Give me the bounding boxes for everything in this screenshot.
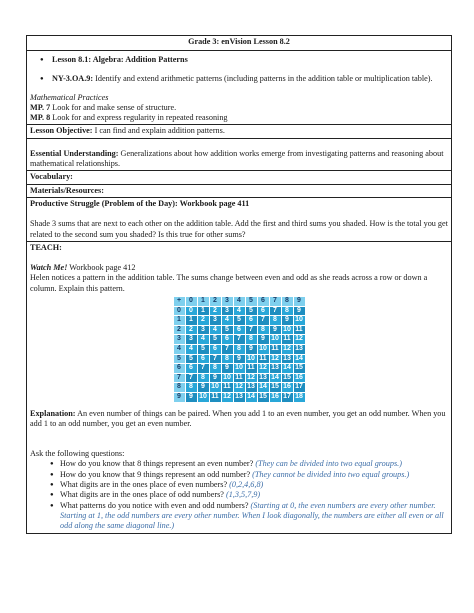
- addition-table-header-cell: 1: [197, 297, 209, 307]
- addition-table-cell: 17: [293, 383, 305, 393]
- addition-table-header-cell: 8: [281, 297, 293, 307]
- addition-table-cell: 14: [281, 364, 293, 374]
- essential-understanding: [27, 139, 451, 172]
- page-title: Grade 3: enVision Lesson 8.2: [27, 36, 451, 51]
- addition-table-cell: 9: [245, 345, 257, 355]
- addition-table-cell: 4: [221, 316, 233, 326]
- addition-table-cell: 12: [233, 383, 245, 393]
- question-item: [30, 490, 448, 500]
- addition-table-cell: 16: [269, 392, 281, 402]
- question-item: [30, 459, 448, 469]
- addition-table-cell: 8: [245, 335, 257, 345]
- addition-table-cell: 13: [257, 373, 269, 383]
- lesson-label: ● Lesson 8.1: Algebra: Addition Patterns: [30, 55, 448, 65]
- addition-table-cell: 9: [185, 392, 197, 402]
- addition-table-cell: 14: [293, 354, 305, 364]
- addition-table-cell: 5: [245, 306, 257, 316]
- addition-table-cell: 10: [197, 392, 209, 402]
- addition-table-row-header: 7: [173, 373, 185, 383]
- addition-table-header-cell: 6: [257, 297, 269, 307]
- question-answer: (Starting at 0, the even numbers are every other number. Starting at 1, the odd numbers are every other number. When I look diagonally, the numbers are either all even or all odd along the same diagonal line.): [60, 500, 444, 531]
- addition-table-cell: 9: [257, 335, 269, 345]
- addition-table-cell: 14: [269, 373, 281, 383]
- addition-table-cell: 11: [245, 364, 257, 374]
- understanding-text: Generalizations about how addition works emerge from investigating patterns and reasoning about mathematical relationships.: [30, 148, 444, 169]
- addition-table-row-header: 9: [173, 392, 185, 402]
- addition-table-cell: 9: [281, 316, 293, 326]
- teach-label: TEACH:: [30, 242, 62, 252]
- addition-table-cell: 6: [245, 316, 257, 326]
- explanation: [30, 409, 448, 430]
- standard-item: [30, 74, 448, 84]
- question-text: How do you know that 8 things represent an even number?: [60, 459, 256, 469]
- addition-table-cell: 15: [293, 364, 305, 374]
- addition-table-cell: 10: [281, 325, 293, 335]
- materials: Materials/Resources:: [27, 185, 451, 198]
- addition-table-cell: 12: [293, 335, 305, 345]
- addition-table-cell: 9: [209, 373, 221, 383]
- addition-table-header-cell: 2: [209, 297, 221, 307]
- question-item: [30, 501, 448, 532]
- addition-table-cell: 12: [257, 364, 269, 374]
- explanation-label: Explanation:: [30, 408, 76, 418]
- question-item: [30, 470, 448, 480]
- addition-table-cell: 10: [221, 373, 233, 383]
- addition-table-row-header: 8: [173, 383, 185, 393]
- addition-table-row: [173, 306, 305, 316]
- addition-table-cell: 16: [281, 383, 293, 393]
- addition-table-cell: 15: [269, 383, 281, 393]
- addition-table-row: [173, 335, 305, 345]
- practice-mp8: MP. 8 Look for and express regularity in repeated reasoning: [30, 113, 228, 123]
- watch-text: Helen notices a pattern in the addition table. The sums change between even and odd as she reads across a row or down a column. Explain this pattern.: [30, 273, 428, 293]
- addition-table-cell: 11: [257, 354, 269, 364]
- addition-table-row: [173, 383, 305, 393]
- addition-table-cell: 5: [221, 325, 233, 335]
- addition-table-cell: 11: [293, 325, 305, 335]
- addition-table-cell: 3: [197, 325, 209, 335]
- addition-table-cell: 9: [293, 306, 305, 316]
- teach-section: [27, 242, 451, 533]
- addition-table-cell: 1: [185, 316, 197, 326]
- watch-label: Watch Me!: [30, 263, 68, 273]
- addition-table-cell: 13: [245, 383, 257, 393]
- addition-table-row-header: 4: [173, 345, 185, 355]
- addition-table-header-row: [173, 297, 305, 307]
- addition-table-cell: 9: [221, 364, 233, 374]
- addition-table-header-cell: +: [173, 297, 185, 307]
- addition-table-cell: 11: [209, 392, 221, 402]
- addition-table-cell: 7: [233, 335, 245, 345]
- addition-table-header-cell: 3: [221, 297, 233, 307]
- watch-me: [30, 263, 448, 273]
- addition-table-cell: 5: [185, 354, 197, 364]
- addition-table-cell: 10: [257, 345, 269, 355]
- addition-table-cell: 0: [185, 306, 197, 316]
- addition-table-cell: 8: [257, 325, 269, 335]
- vocabulary: Vocabulary:: [27, 171, 451, 184]
- addition-table-cell: 15: [281, 373, 293, 383]
- struggle-text: Shade 3 sums that are next to each other on the addition table. Add the first and third sums you shaded. How is the total you get related to the second sum you shaded? Is this true for other sums?: [30, 219, 448, 239]
- practices-label: Mathematical Practices: [30, 92, 109, 102]
- addition-table-cell: 10: [293, 316, 305, 326]
- addition-table-cell: 8: [185, 383, 197, 393]
- question-text: What patterns do you notice with even and odd numbers?: [60, 500, 251, 510]
- addition-table-cell: 12: [269, 354, 281, 364]
- addition-table-row: [173, 354, 305, 364]
- addition-table-row-header: 0: [173, 306, 185, 316]
- addition-table-cell: 13: [293, 345, 305, 355]
- productive-struggle: [27, 198, 451, 242]
- addition-table-cell: 8: [197, 373, 209, 383]
- question-item: [30, 480, 448, 490]
- understanding-label: Essential Understanding:: [30, 148, 119, 158]
- addition-table-cell: 7: [197, 364, 209, 374]
- addition-table: [173, 296, 306, 403]
- standard-text: Identify and extend arithmetic patterns (including patterns in the addition table or multiplication table).: [93, 74, 433, 84]
- addition-table-cell: 6: [209, 345, 221, 355]
- question-answer: (They cannot be divided into two equal groups.): [252, 469, 410, 479]
- addition-table-row: [173, 345, 305, 355]
- addition-table-cell: 11: [281, 335, 293, 345]
- addition-table-cell: 18: [293, 392, 305, 402]
- addition-table-cell: 13: [233, 392, 245, 402]
- question-answer: (0,2,4,6,8): [229, 480, 264, 490]
- lesson-plan: [26, 35, 452, 534]
- addition-table-cell: 11: [233, 373, 245, 383]
- addition-table-cell: 10: [233, 364, 245, 374]
- practice-mp7: MP. 7 Look for and make sense of structure.: [30, 102, 177, 112]
- addition-table-header-cell: 7: [269, 297, 281, 307]
- lesson-header: [27, 51, 451, 125]
- addition-table-row: [173, 392, 305, 402]
- watch-page: Workbook page 412: [67, 263, 136, 273]
- addition-table-header-cell: 9: [293, 297, 305, 307]
- addition-table-cell: 13: [281, 354, 293, 364]
- addition-table-cell: 3: [209, 316, 221, 326]
- addition-table-row-header: 5: [173, 354, 185, 364]
- objective-text: I can find and explain addition patterns.: [92, 126, 225, 136]
- addition-table-cell: 14: [257, 383, 269, 393]
- addition-table-cell: 4: [209, 325, 221, 335]
- addition-table-row-header: 2: [173, 325, 185, 335]
- addition-table-cell: 1: [197, 306, 209, 316]
- addition-table-cell: 5: [233, 316, 245, 326]
- addition-table-cell: 4: [197, 335, 209, 345]
- addition-table-cell: 11: [221, 383, 233, 393]
- addition-table-cell: 3: [185, 335, 197, 345]
- addition-table-cell: 7: [269, 306, 281, 316]
- addition-table-cell: 9: [269, 325, 281, 335]
- addition-table-cell: 17: [281, 392, 293, 402]
- question-text: What digits are in the ones place of even numbers?: [60, 480, 230, 490]
- addition-table-cell: 4: [185, 345, 197, 355]
- addition-table-cell: 6: [257, 306, 269, 316]
- addition-table-cell: 2: [197, 316, 209, 326]
- addition-table-cell: 9: [197, 383, 209, 393]
- question-list: [30, 459, 448, 531]
- addition-table-cell: 8: [281, 306, 293, 316]
- addition-table-cell: 5: [209, 335, 221, 345]
- addition-table-cell: 6: [233, 325, 245, 335]
- addition-table-row-header: 1: [173, 316, 185, 326]
- struggle-label: Productive Struggle (Problem of the Day): Workbook page 411: [30, 198, 250, 208]
- addition-table-cell: 6: [185, 364, 197, 374]
- ask-label: Ask the following questions:: [30, 449, 125, 459]
- addition-table-cell: 6: [197, 354, 209, 364]
- addition-table-row: [173, 325, 305, 335]
- addition-table-cell: 7: [185, 373, 197, 383]
- objective-label: Lesson Objective:: [30, 126, 93, 136]
- header-list: [30, 55, 448, 85]
- addition-table-cell: 10: [209, 383, 221, 393]
- addition-table-cell: 8: [269, 316, 281, 326]
- addition-table-cell: 7: [209, 354, 221, 364]
- addition-table-row: [173, 316, 305, 326]
- addition-table-cell: 7: [221, 345, 233, 355]
- addition-table-cell: 12: [281, 345, 293, 355]
- addition-table-row-header: 6: [173, 364, 185, 374]
- addition-table-row-header: 3: [173, 335, 185, 345]
- addition-table-cell: 5: [197, 345, 209, 355]
- explanation-text: An even number of things can be paired. When you add 1 to an even number, you get an odd number. When you add 1 to an odd number, you get an even number.: [30, 408, 446, 428]
- question-text: What digits are in the ones place of odd numbers?: [60, 490, 226, 500]
- addition-table-cell: 7: [257, 316, 269, 326]
- addition-table-cell: 14: [245, 392, 257, 402]
- addition-table-cell: 12: [221, 392, 233, 402]
- addition-table-header-cell: 4: [233, 297, 245, 307]
- addition-table-row: [173, 364, 305, 374]
- question-answer: (1,3,5,7,9): [225, 490, 261, 500]
- addition-table-header-cell: 0: [185, 297, 197, 307]
- addition-table-row: [173, 373, 305, 383]
- addition-table-cell: 16: [293, 373, 305, 383]
- question-answer: (They can be divided into two equal groups.): [255, 459, 402, 469]
- standard-code: NY-3.OA.9:: [52, 74, 94, 84]
- addition-table-cell: 8: [233, 345, 245, 355]
- addition-table-cell: 9: [233, 354, 245, 364]
- addition-table-wrap: [27, 296, 451, 403]
- addition-table-cell: 15: [257, 392, 269, 402]
- addition-table-cell: 10: [269, 335, 281, 345]
- addition-table-cell: 7: [245, 325, 257, 335]
- addition-table-cell: 8: [209, 364, 221, 374]
- addition-table-cell: 2: [185, 325, 197, 335]
- question-text: How do you know that 9 things represent an odd number?: [60, 469, 253, 479]
- addition-table-cell: 8: [221, 354, 233, 364]
- addition-table-cell: 13: [269, 364, 281, 374]
- addition-table-cell: 4: [233, 306, 245, 316]
- addition-table-header-cell: 5: [245, 297, 257, 307]
- addition-table-cell: 11: [269, 345, 281, 355]
- addition-table-cell: 2: [209, 306, 221, 316]
- addition-table-cell: 10: [245, 354, 257, 364]
- addition-table-cell: 12: [245, 373, 257, 383]
- addition-table-cell: 6: [221, 335, 233, 345]
- addition-table-cell: 3: [221, 306, 233, 316]
- lesson-objective: [27, 125, 451, 138]
